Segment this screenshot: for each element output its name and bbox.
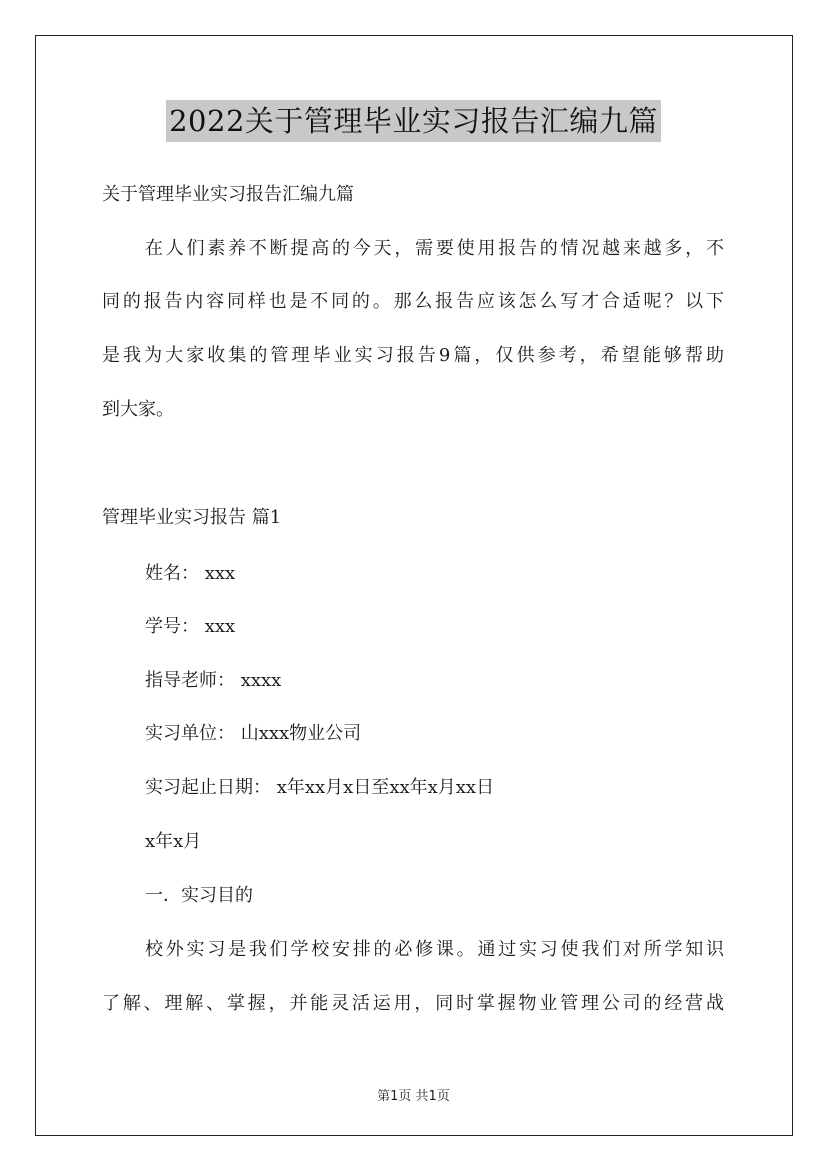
intro-line-3: 是我为大家收集的管理毕业实习报告9篇，仅供参考，希望能够帮助 bbox=[102, 345, 724, 366]
purpose-heading: 一．实习目的 bbox=[145, 885, 253, 906]
document-subtitle: 关于管理毕业实习报告汇编九篇 bbox=[102, 184, 354, 205]
field-period: 实习起止日期： x年xx月x日至xx年x月xx日 bbox=[145, 777, 495, 798]
field-unit: 实习单位： 山xxx物业公司 bbox=[145, 723, 362, 744]
intro-line-4: 到大家。 bbox=[102, 399, 174, 420]
field-date: x年x月 bbox=[145, 831, 202, 852]
page-footer: 第1页 共1页 bbox=[377, 1089, 450, 1104]
document-title: 2022关于管理毕业实习报告汇编九篇 bbox=[166, 100, 661, 142]
field-student-id: 学号： xxx bbox=[145, 616, 236, 637]
intro-line-2: 同的报告内容同样也是不同的。那么报告应该怎么写才合适呢？以下 bbox=[102, 291, 724, 312]
section-heading: 管理毕业实习报告 篇1 bbox=[102, 507, 282, 528]
body-line-1: 校外实习是我们学校安排的必修课。通过实习使我们对所学知识 bbox=[145, 939, 724, 960]
intro-line-1: 在人们素养不断提高的今天，需要使用报告的情况越来越多，不 bbox=[145, 238, 724, 259]
body-line-2: 了解、理解、掌握，并能灵活运用，同时掌握物业管理公司的经营战 bbox=[102, 993, 724, 1014]
field-advisor: 指导老师： xxxx bbox=[145, 670, 282, 691]
title-container bbox=[0, 100, 827, 142]
field-name: 姓名： xxx bbox=[145, 563, 236, 584]
